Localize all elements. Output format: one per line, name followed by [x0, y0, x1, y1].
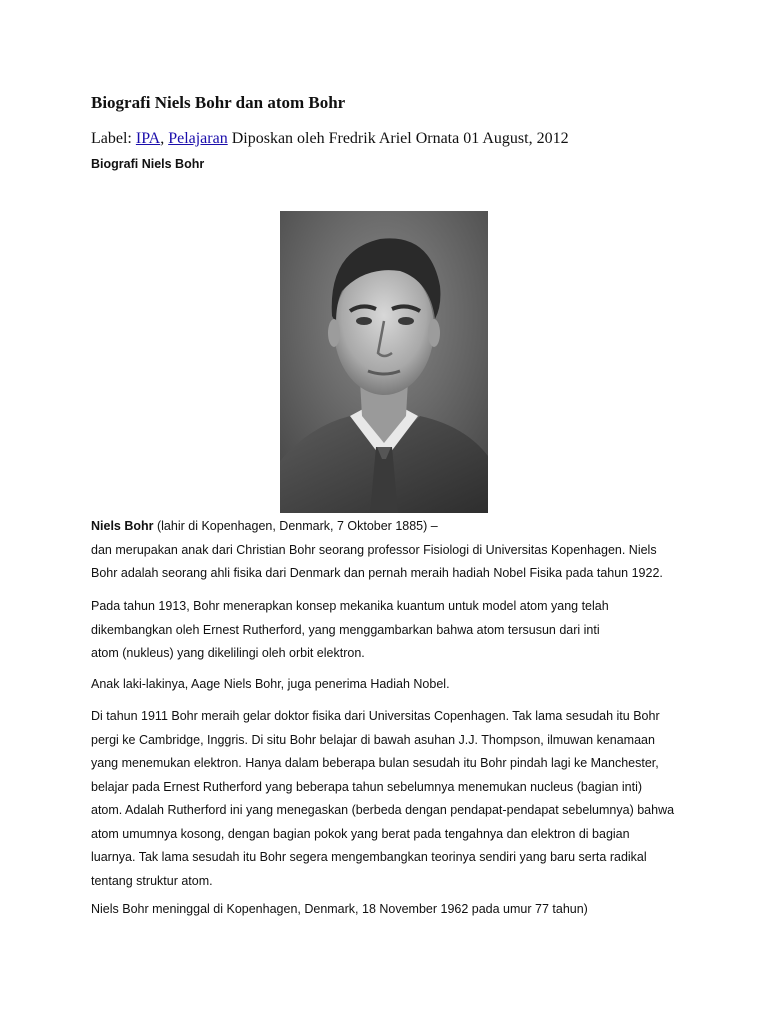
label-link-ipa[interactable]: IPA [135, 130, 161, 147]
post-meta [91, 130, 569, 148]
portrait-photo-icon [280, 211, 488, 513]
paragraph-5 [91, 898, 691, 922]
paragraph-3 [91, 673, 691, 697]
label-link-pelajaran[interactable]: Pelajaran [168, 130, 228, 147]
bold-name: Niels Bohr [91, 519, 154, 533]
paragraph-line: Di tahun 1911 Bohr meraih gelar doktor fisika dari Universitas Copenhagen. Tak lama sesudah itu Bohr [91, 709, 660, 723]
paragraph-line: dikembangkan oleh Ernest Rutherford, yang menggambarkan bahwa atom tersusun dari inti [91, 622, 600, 637]
paragraph-line: pergi ke Cambridge, Inggris. Di situ Bohr belajar di bawah asuhan J.J. Thompson, ilmuwan kenamaan [91, 732, 655, 747]
paragraph-line: dan merupakan anak dari Christian Bohr seorang professor Fisiologi di Universitas Kopenhagen. Niels [91, 542, 657, 557]
paragraph-line: tentang struktur atom. [91, 873, 213, 888]
label-separator: , [160, 130, 169, 147]
paragraph-4 [91, 705, 691, 893]
posted-by-text: Diposkan oleh Fredrik Ariel Ornata 01 August, 2012 [227, 130, 569, 147]
portrait-image [280, 211, 488, 513]
paragraph-line: Pada tahun 1913, Bohr menerapkan konsep mekanika kuantum untuk model atom yang telah [91, 599, 609, 613]
section-heading: Biografi Niels Bohr [91, 157, 205, 171]
paragraph-line: belajar pada Ernest Rutherford yang beberapa tahun sebelumnya menemukan nucleus (bagian inti) [91, 779, 643, 794]
paragraph-line: Niels Bohr meninggal di Kopenhagen, Denmark, 18 November 1962 pada umur 77 tahun) [91, 902, 588, 916]
paragraph-line: luarnya. Tak lama sesudah itu Bohr segera mengembangkan teorinya sendiri yang baru serta radikal [91, 850, 647, 864]
paragraph-line: atom. Adalah Rutherford ini yang menegaskan (berbeda dengan pendapat-pendapat sebelumnya) bahwa [91, 803, 675, 817]
paragraph-line: Anak laki-lakinya, Aage Niels Bohr, juga penerima Hadiah Nobel. [91, 677, 450, 691]
paragraph-line: atom (nukleus) yang dikelilingi oleh orbit elektron. [91, 646, 365, 660]
paragraph-2 [91, 595, 691, 666]
paragraph-line: atom umumnya kosong, dengan bagian pokok yang berat pada tengahnya dan elektron di bagian [91, 826, 630, 841]
paragraph-1 [91, 515, 691, 586]
paragraph-line: yang menemukan elektron. Hanya dalam beberapa bulan sesudah itu Bohr pindah lagi ke Manchester, [91, 756, 659, 770]
label-prefix: Label: [91, 130, 136, 147]
text-span: (lahir di Kopenhagen, Denmark, 7 Oktober 1885) – [153, 519, 438, 533]
paragraph-line: Bohr adalah seorang ahli fisika dari Denmark dan pernah meraih hadiah Nobel Fisika pada tahun 1922. [91, 566, 663, 580]
paragraph-line [91, 515, 691, 539]
page-title: Biografi Niels Bohr dan atom Bohr [91, 93, 346, 112]
